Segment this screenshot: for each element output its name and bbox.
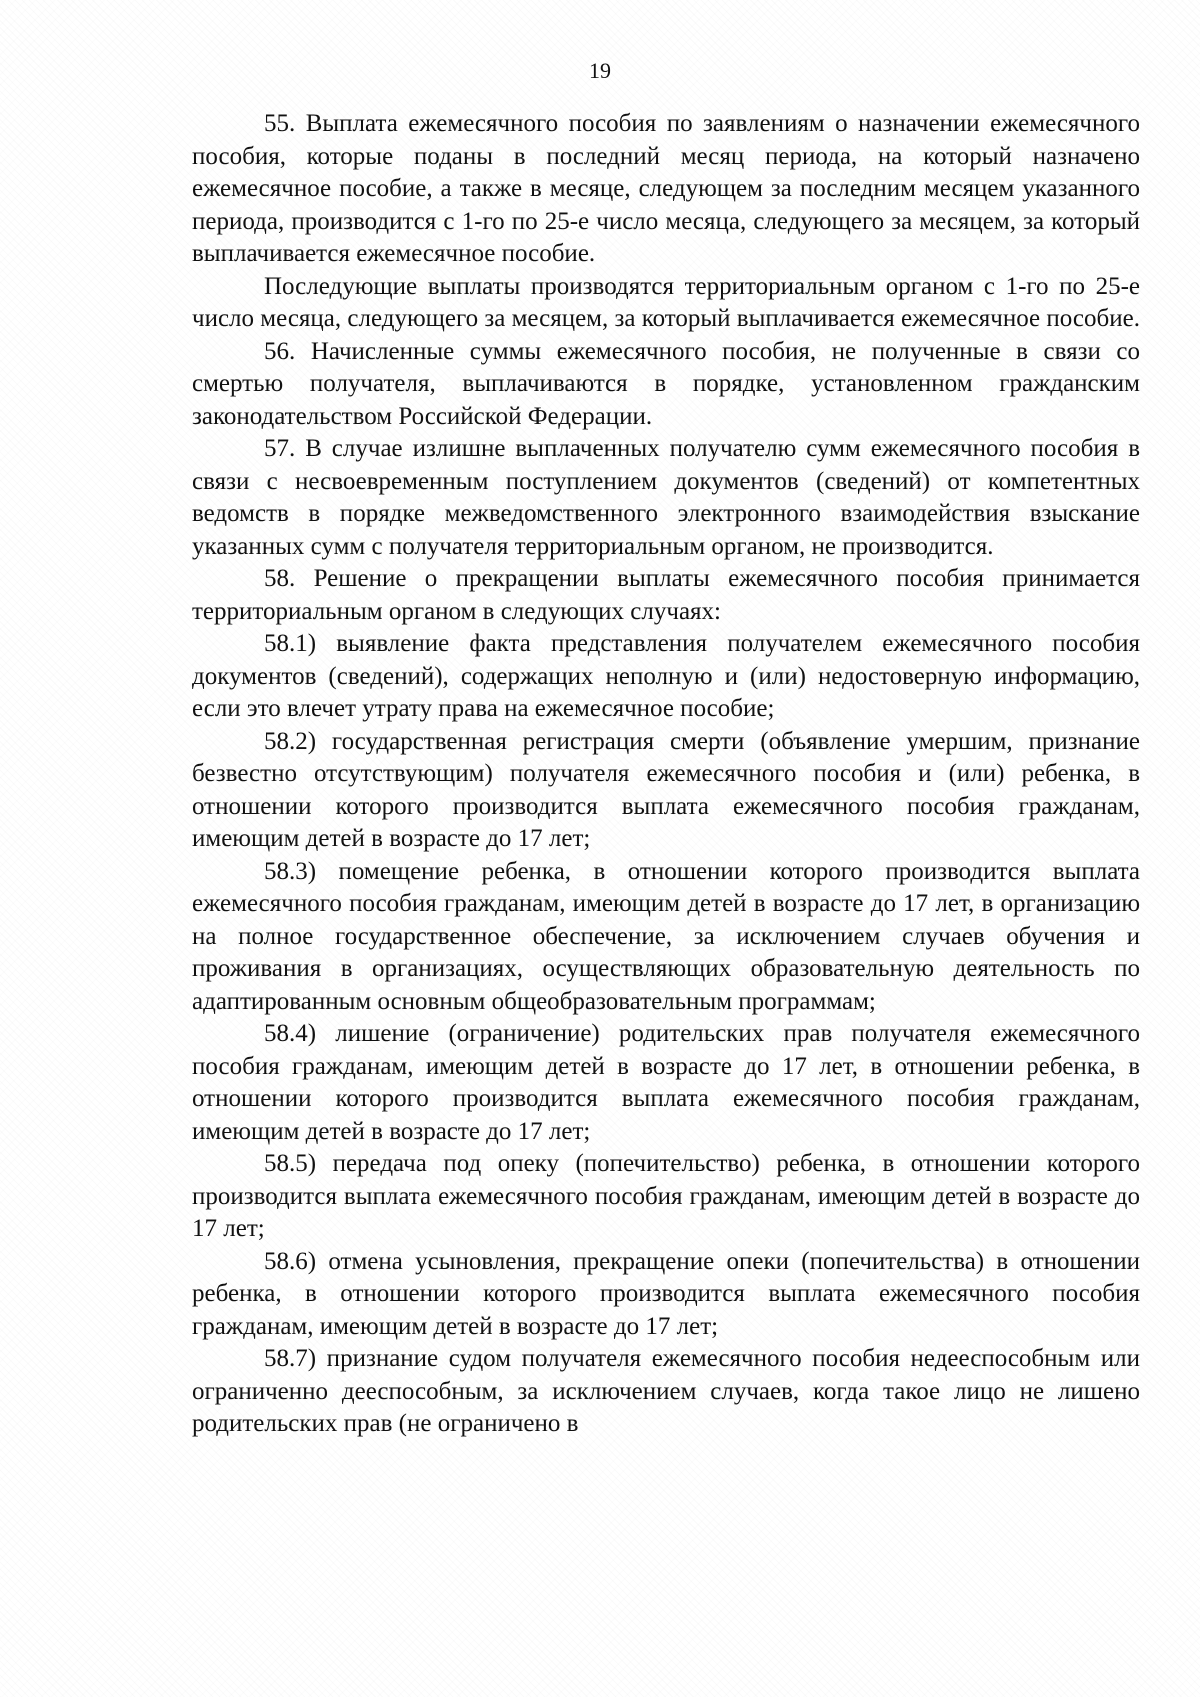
paragraph-55-continuation: Последующие выплаты производятся территориальным органом с 1-го по 25-е число месяца, следующего за месяцем, за который выплачивается ежемесячное пособие. [192, 272, 1140, 332]
list-item-58-5: 58.5) передача под опеку (попечительство) ребенка, в отношении которого производится выплата ежемесячного пособия гражданам, имеющим детей в возрасте до 17 лет; [192, 1150, 1140, 1242]
list-item-58-1: 58.1) выявление факта представления получателем ежемесячного пособия документов (сведений), содержащих неполную и (или) недостоверную информацию, если это влечет утрату права на ежемесячное пособие; [192, 630, 1140, 722]
list-item-58-4: 58.4) лишение (ограничение) родительских прав получателя ежемесячного пособия гражданам, имеющим детей в возрасте до 17 лет, в отношении ребенка, в отношении которого производится выплата ежемесячного пособия гражданам, имеющим детей в возрасте до 17 лет; [192, 1020, 1140, 1145]
paragraph-56: 56. Начисленные суммы ежемесячного пособия, не полученные в связи со смертью получателя, выплачиваются в порядке, установленном гражданским законодательством Российской Федерации. [192, 337, 1140, 430]
list-item-58-7: 58.7) признание судом получателя ежемесячного пособия недееспособным или ограниченно дееспособным, за исключением случаев, когда такое лицо не лишено родительских прав (не ограничено в [192, 1345, 1140, 1437]
page-number: 19 [589, 58, 611, 83]
list-item-58-2: 58.2) государственная регистрация смерти (объявление умершим, признание безвестно отсутствующим) получателя ежемесячного пособия и (или) ребенка, в отношении которого производится выплата ежемесячного пособия гражданам, имеющим детей в возрасте до 17 лет; [192, 727, 1140, 852]
paragraph-58: 58. Решение о прекращении выплаты ежемесячного пособия принимается территориальным органом в следующих случаях: [192, 565, 1140, 625]
paragraph-57: 57. В случае излишне выплаченных получателю сумм ежемесячного пособия в связи с несвоевременным поступлением документов (сведений) от компетентных ведомств в порядке межведомственного электронного взаимодействия взыскание указанных сумм с получателя территориальным органом, не производится. [192, 435, 1140, 560]
list-item-58-3: 58.3) помещение ребенка, в отношении которого производится выплата ежемесячного пособия гражданам, имеющим детей в возрасте до 17 лет, в организацию на полное государственное обеспечение, за исключением случаев обучения и проживания в организациях, осуществляющих образовательную деятельность по адаптированным основным общеобразовательным программам; [192, 857, 1140, 1015]
document-body [192, 108, 1140, 1441]
paragraph-55: 55. Выплата ежемесячного пособия по заявлениям о назначении ежемесячного пособия, которые поданы в последний месяц периода, на который назначено ежемесячное пособие, а также в месяце, следующем за последним месяцем указанного периода, производится с 1-го по 25-е число месяца, следующего за месяцем, за который выплачивается ежемесячное пособие. [192, 110, 1140, 267]
list-item-58-6: 58.6) отмена усыновления, прекращение опеки (попечительства) в отношении ребенка, в отношении которого производится выплата ежемесячного пособия гражданам, имеющим детей в возрасте до 17 лет; [192, 1247, 1140, 1340]
